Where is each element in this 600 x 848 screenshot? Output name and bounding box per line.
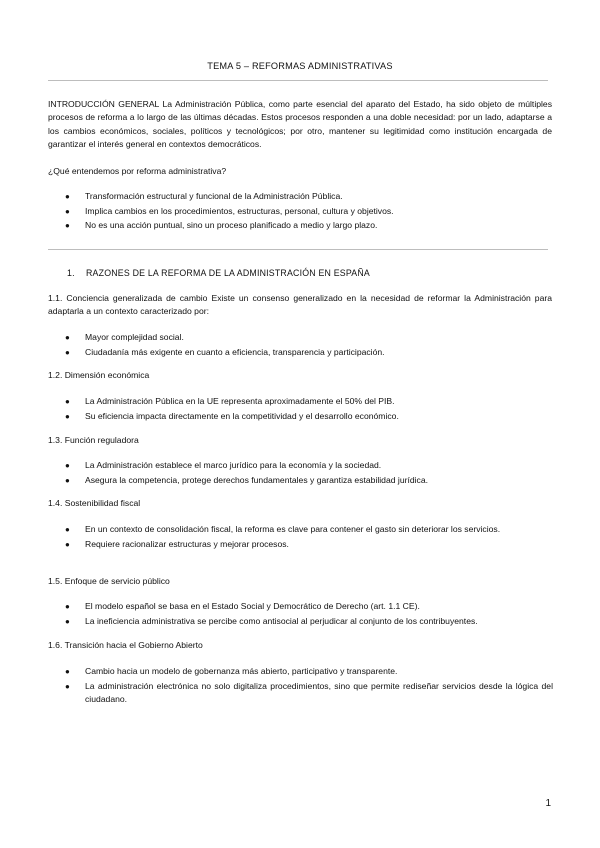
bullet-icon: ●: [65, 539, 70, 549]
question-heading: ¿Qué entendemos por reforma administrativa?: [48, 166, 227, 176]
list-item: ● Requiere racionalizar estructuras y mejorar procesos.: [65, 538, 289, 549]
bullet-icon: ●: [65, 347, 70, 357]
bullet-icon: ●: [65, 616, 70, 626]
list-item: ● Transformación estructural y funcional de la Administración Pública.: [65, 191, 343, 201]
subsection-bullet-list: [48, 331, 553, 360]
bullet-icon: ●: [65, 192, 70, 201]
bullet-icon: ●: [65, 602, 70, 611]
page-number: 1: [545, 798, 551, 809]
subsection-bullet-list: [48, 665, 553, 707]
subsection-heading: 1.5. Enfoque de servicio público: [48, 576, 170, 586]
title-divider: [48, 80, 548, 81]
bullet-icon: ●: [65, 397, 70, 406]
list-item: ● La ineficiencia administrativa se percibe como antisocial al perjudicar al conjunto de los contribuyentes.: [65, 615, 478, 626]
bullet-icon: ●: [65, 475, 70, 485]
subsection-bullet-list: [48, 523, 553, 552]
section-divider: [48, 249, 548, 250]
bullet-icon: ●: [65, 525, 70, 534]
list-item: ● La Administración Pública en la UE representa aproximadamente el 50% del PIB.: [65, 396, 395, 406]
bullet-icon: ●: [65, 461, 70, 470]
subsection-heading: 1.6. Transición hacia el Gobierno Abierto: [48, 640, 203, 650]
list-item: ● Cambio hacia un modelo de gobernanza más abierto, participativo y transparente.: [65, 666, 398, 676]
subsection-bullet-list: [48, 395, 553, 424]
question-bullet-list: [48, 190, 553, 234]
subsection-heading: 1.2. Dimensión económica: [48, 370, 150, 380]
list-item: ● Ciudadanía más exigente en cuanto a eficiencia, transparencia y participación.: [65, 346, 385, 357]
document-title: TEMA 5 – REFORMAS ADMINISTRATIVAS: [207, 61, 393, 71]
list-item: ● La administración electrónica no solo digitaliza procedimientos, sino que permite rediseñar servicios desde la lógica del ciudadano.: [65, 680, 553, 704]
list-item: ● El modelo español se basa en el Estado Social y Democrático de Derecho (art. 1.1 CE).: [65, 601, 420, 611]
list-item: ● En un contexto de consolidación fiscal, la reforma es clave para contener el gasto sin deteriorar los servicios.: [65, 524, 501, 534]
list-item: ● Su eficiencia impacta directamente en la competitividad y el desarrollo económico.: [65, 410, 399, 421]
bullet-icon: ●: [65, 206, 70, 216]
subsection-bullet-list: [48, 459, 553, 488]
section-heading: [67, 268, 370, 278]
subsection-heading: 1.3. Función reguladora: [48, 435, 139, 445]
bullet-icon: ●: [65, 667, 70, 676]
subsection-heading: 1.1. Conciencia generalizada de cambio Existe un consenso generalizado en la necesidad de reformar la Administración para adaptarla a un contexto caracterizado por:: [48, 293, 552, 317]
bullet-icon: ●: [65, 411, 70, 421]
section-title: RAZONES DE LA REFORMA DE LA ADMINISTRACIÓN EN ESPAÑA: [86, 268, 370, 278]
list-item: ● Mayor complejidad social.: [65, 332, 184, 342]
subsection-heading: 1.4. Sostenibilidad fiscal: [48, 498, 141, 508]
bullet-icon: ●: [65, 333, 70, 342]
list-item: ● Asegura la competencia, protege derechos fundamentales y garantiza estabilidad jurídica.: [65, 474, 429, 485]
section-number: 1.: [67, 268, 75, 278]
list-item: ● La Administración establece el marco jurídico para la economía y la sociedad.: [65, 460, 382, 470]
bullet-icon: ●: [65, 221, 70, 230]
bullet-icon: ●: [65, 681, 70, 691]
list-item: ● No es una acción puntual, sino un proceso planificado a medio y largo plazo.: [65, 220, 378, 230]
subsection-bullet-list: [48, 600, 553, 629]
list-item: ● Implica cambios en los procedimientos, estructuras, personal, cultura y objetivos.: [65, 205, 394, 216]
intro-paragraph: INTRODUCCIÓN GENERAL La Administración Pública, como parte esencial del aparato del Estado, ha sido objeto de múltiples procesos de reforma a lo largo de las últimas décadas. Estos procesos responden a una doble necesidad: por un lado, adaptarse a los cambios económicos, sociales, políticos y tecnológicos; por otro, mantener su legitimidad como institución encargada de garantizar el interés general en contextos democráticos.: [48, 99, 552, 150]
